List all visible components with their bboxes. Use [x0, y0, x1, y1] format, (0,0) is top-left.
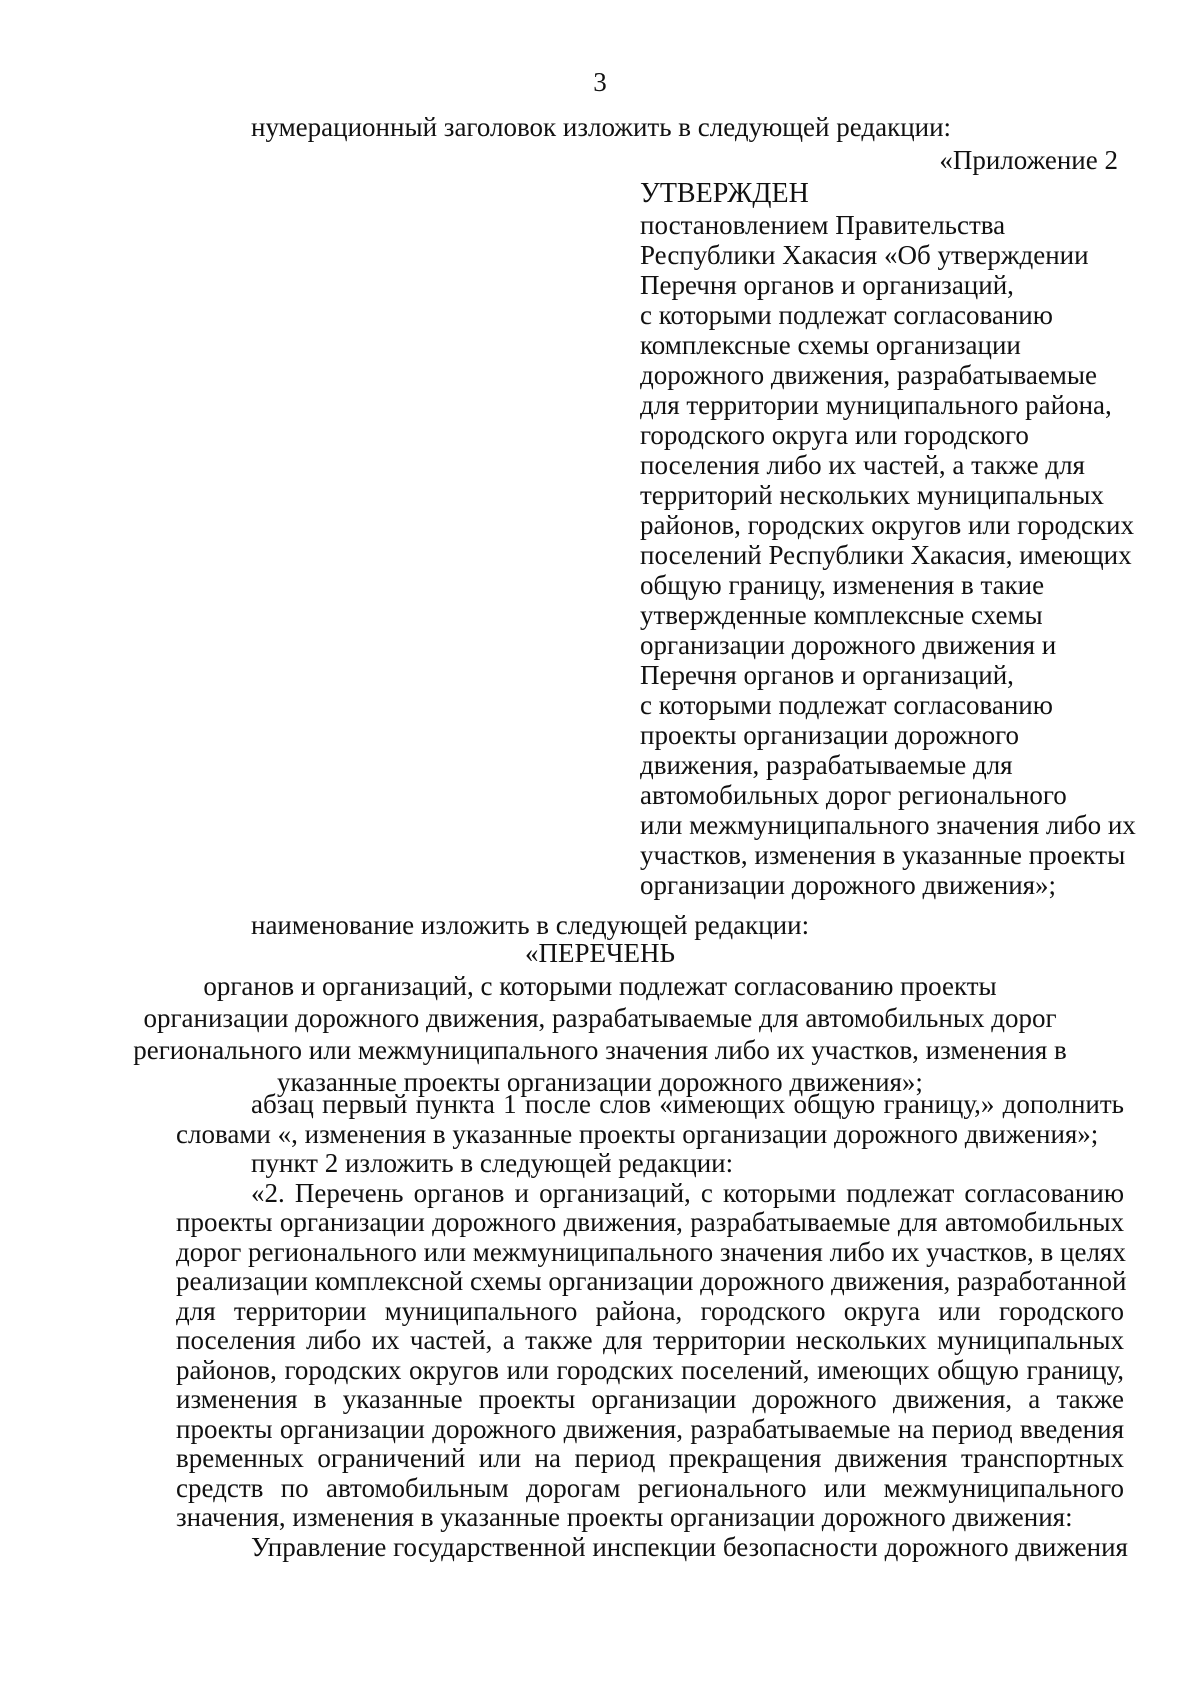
page-number: 3 [593, 67, 607, 97]
body-line: реализации комплексной схемы организации дорожного движения, разработанной [176, 1266, 1127, 1296]
intro-line: нумерационный заголовок изложить в следующей редакции: [251, 112, 952, 142]
approval-line: Перечня органов и организаций, [640, 660, 1014, 690]
body-text [176, 1089, 1128, 1562]
approval-block [640, 178, 1136, 900]
approval-line: организации дорожного движения и [640, 630, 1057, 660]
body-line: «2. Перечень органов и организаций, с которыми подлежат согласованию [251, 1177, 1124, 1208]
list-title-line: органов и организаций, с которыми подлежат согласованию проекты [203, 971, 997, 1001]
list-title-line: организации дорожного движения, разрабатываемые для автомобильных дорог [143, 1003, 1057, 1033]
body-line: дорог регионального или межмуниципального значения либо их участков, в целях [176, 1236, 1126, 1267]
body-line: пункт 2 изложить в следующей редакции: [251, 1148, 734, 1178]
approval-line: поселения либо их частей, а также для [640, 450, 1085, 480]
approval-line: городского округа или городского [640, 420, 1029, 450]
body-line: для территории муниципального района, городского округа или городского [176, 1295, 1124, 1326]
appendix-label: «Приложение 2 [939, 145, 1118, 175]
approval-line: территорий нескольких муниципальных [640, 480, 1104, 510]
approval-line: утвержденные комплексные схемы [640, 600, 1043, 630]
approval-line: дорожного движения, разрабатываемые [640, 360, 1098, 390]
approval-line: комплексные схемы организации [640, 330, 1021, 360]
body-line: проекты организации дорожного движения, разрабатываемые на период введения [176, 1413, 1124, 1444]
approval-line: Республики Хакасия «Об утверждении [640, 240, 1089, 270]
approval-line: участков, изменения в указанные проекты [640, 840, 1126, 870]
approval-line: для территории муниципального района, [640, 390, 1112, 420]
body-line: значения, изменения в указанные проекты организации дорожного движения: [176, 1502, 1073, 1532]
list-title-line: регионального или межмуниципального значения либо их участков, изменения в [133, 1035, 1067, 1065]
list-title-line: указанные проекты организации дорожного движения»; [277, 1067, 923, 1097]
approved-heading: УТВЕРЖДЕН [640, 178, 809, 209]
approval-line: с которыми подлежат согласованию [640, 300, 1053, 330]
body-line: изменения в указанные проекты организации дорожного движения, а также [176, 1384, 1124, 1414]
body-line: районов, городских округов или городских поселений, имеющих общую границу, [176, 1354, 1124, 1385]
body-line: словами «, изменения в указанные проекты организации дорожного движения»; [176, 1118, 1099, 1149]
body-line: проекты организации дорожного движения, разрабатываемые для автомобильных [176, 1207, 1124, 1237]
approval-line: постановлением Правительства [640, 210, 1006, 240]
approval-text [640, 210, 1136, 900]
approval-line: движения, разрабатываемые для [640, 750, 1013, 780]
body-line: временных ограничений или на период прекращения движения транспортных [176, 1443, 1124, 1473]
approval-line: районов, городских округов или городских [640, 510, 1134, 540]
name-intro-line: наименование изложить в следующей редакции: [251, 910, 810, 940]
list-title [0, 970, 1200, 1098]
approval-line: проекты организации дорожного [640, 720, 1019, 750]
body-line: средств по автомобильным дорогам регионального или межмуниципального [176, 1472, 1124, 1503]
approval-line: Перечня органов и организаций, [640, 270, 1014, 300]
body-line: абзац первый пункта 1 после слов «имеющих общую границу,» дополнить [251, 1089, 1124, 1119]
approval-line: или межмуниципального значения либо их [640, 810, 1136, 840]
approval-line: поселений Республики Хакасия, имеющих [640, 540, 1132, 570]
approval-line: организации дорожного движения»; [640, 870, 1057, 900]
approval-line: с которыми подлежат согласованию [640, 690, 1053, 720]
list-heading: «ПЕРЕЧЕНЬ [524, 938, 676, 968]
body-line: Управление государственной инспекции безопасности дорожного движения [251, 1531, 1128, 1562]
approval-line: общую границу, изменения в такие [640, 570, 1045, 600]
approval-line: автомобильных дорог регионального [640, 780, 1067, 810]
body-line: поселения либо их частей, а также для территории нескольких муниципальных [176, 1325, 1124, 1355]
